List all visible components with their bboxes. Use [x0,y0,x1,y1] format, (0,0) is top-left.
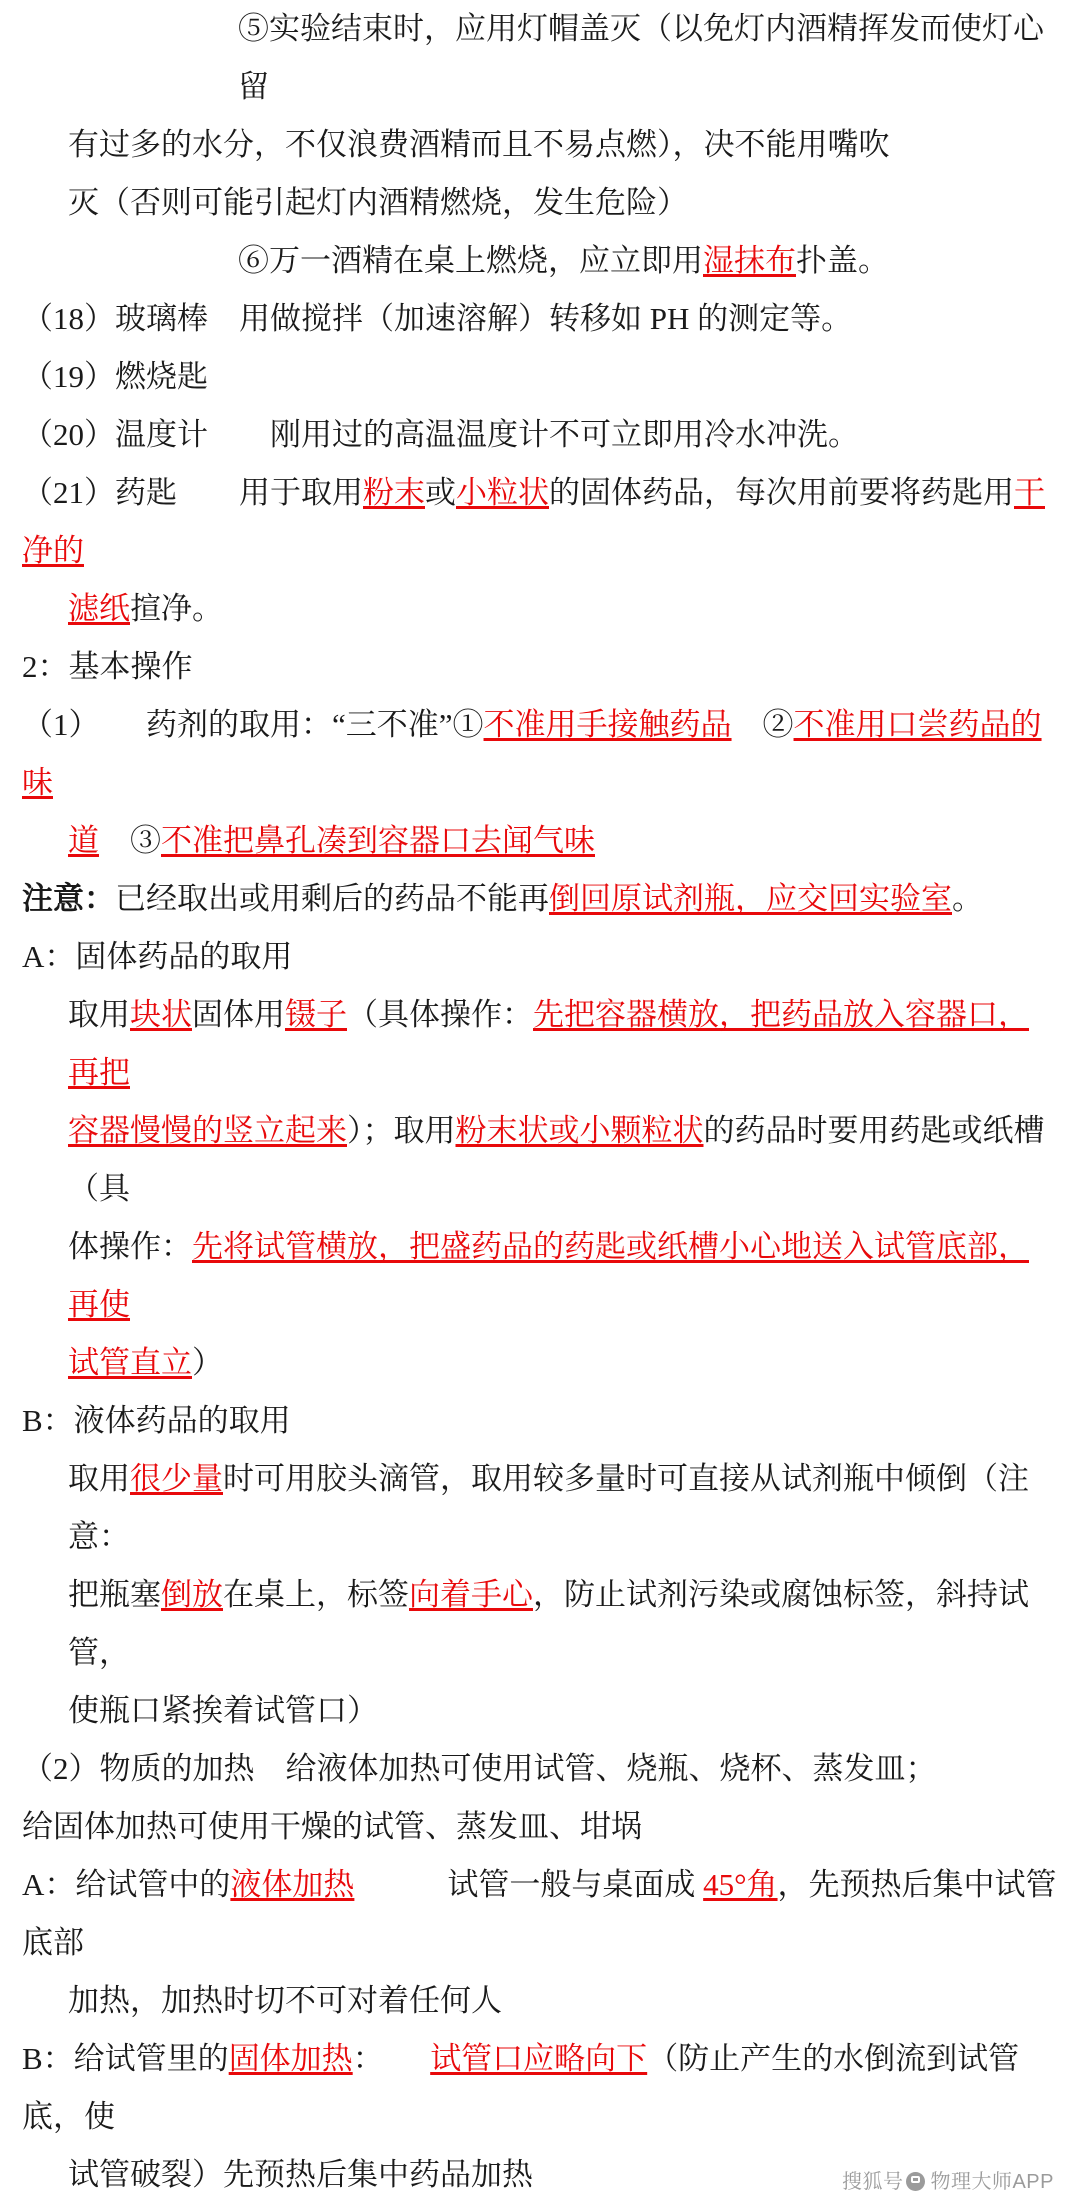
text-line [22,0,1058,116]
text-run: 或 [425,475,456,510]
highlighted-text: 不准用口尝药品的味 [22,707,1042,800]
highlighted-text: 固体加热 [228,2041,353,2076]
text-run: ，先预热后集中试管底部 [22,1867,1057,1960]
text-line [22,1682,1058,1740]
text-run: ② [731,707,794,742]
highlighted-text: 先将试管横放，把盛药品的药匙或纸槽小心地送入试管底部，再使 [68,1229,1029,1322]
text-run: 揎净。 [130,591,223,626]
text-run: （19）燃烧匙 [22,359,208,394]
highlighted-text: 试管直立 [68,1345,192,1380]
highlighted-text: 45°角 [703,1867,778,1902]
text-line [22,1102,1058,1218]
text-line [22,580,1058,638]
text-run: （2）物质的加热 给液体加热可使用试管、烧瓶、烧杯、蒸发皿； [22,1751,937,1786]
highlighted-text: 试管口应略向下 [430,2041,648,2076]
highlighted-text: 不准把鼻孔凑到容器口去闻气味 [161,823,595,858]
text-run: （具体操作： [347,997,533,1032]
highlighted-text: 小粒状 [456,475,549,510]
text-line [22,464,1058,580]
highlighted-text: 液体加热 [230,1867,355,1902]
text-run: 注意： [22,881,115,916]
highlighted-text: 粉末 [363,475,425,510]
text-line [22,986,1058,1102]
text-run: 使瓶口紧挨着试管口） [68,1693,378,1728]
text-run: 加热，加热时切不可对着任何人 [68,1983,502,2018]
text-line [22,116,1058,174]
highlighted-text: 滤纸 [68,591,130,626]
text-run: 。 [952,881,983,916]
text-line [22,1450,1058,1566]
text-run: B：液体药品的取用 [22,1403,291,1438]
text-line [22,1334,1058,1392]
highlighted-text: 容器慢慢的竖立起来 [68,1113,347,1148]
text-run: 的药品时要用药匙或纸槽（具 [68,1113,1045,1206]
text-run: 试管一般与桌面成 [354,1867,704,1902]
watermark-name: 物理大师APP [930,2171,1054,2193]
text-line [22,638,1058,696]
text-run: 时可用胶头滴管，取用较多量时可直接从试剂瓶中倾倒（注意： [68,1461,1029,1554]
highlighted-text: 向着手心 [409,1577,533,1612]
text-run: A：固体药品的取用 [22,939,293,974]
text-run: （20）温度计 刚用过的高温温度计不可立即用冷水冲洗。 [22,417,859,452]
highlighted-text: 镊子 [285,997,347,1032]
text-run: 体操作： [68,1229,192,1264]
text-line [22,2030,1058,2146]
document-body [22,0,1058,2204]
text-run: 扑盖。 [796,243,889,278]
text-run: 把瓶塞 [68,1577,161,1612]
text-run: 试管破裂）先预热后集中药品加热 [68,2157,533,2192]
text-line [22,870,1058,928]
highlighted-text: 道 [68,823,99,858]
text-line [22,406,1058,464]
highlighted-text: 很少量 [130,1461,223,1496]
highlighted-text: 粉末状或小颗粒状 [455,1113,704,1148]
highlighted-text: 湿抹布 [703,243,796,278]
text-line [22,928,1058,986]
text-line [22,696,1058,812]
text-run: 已经取出或用剩后的药品不能再 [115,881,549,916]
text-line [22,348,1058,406]
sohu-logo-icon [906,2172,925,2191]
text-run: ⑥万一酒精在桌上燃烧，应立即用 [238,243,703,278]
text-run: ： [352,2041,431,2076]
text-run: A：给试管中的 [22,1867,231,1902]
highlighted-text: 倒回原试剂瓶，应交回实验室 [549,881,952,916]
text-run: ） [192,1345,223,1380]
text-run: 有过多的水分，不仅浪费酒精而且不易点燃），决不能用嘴吹 [68,127,890,162]
highlighted-text: 不准用手接触药品 [483,707,732,742]
text-run: 在桌上，标签 [223,1577,409,1612]
text-line [22,1740,1058,1798]
text-run: （21）药匙 用于取用 [22,475,363,510]
text-run: B：给试管里的 [22,2041,229,2076]
text-run: ③ [99,823,161,858]
text-run: （1） 药剂的取用：“三不准”① [22,707,484,742]
text-line [22,232,1058,290]
text-run: （防止产生的水倒流到试管底，使 [22,2041,1020,2134]
text-run: 灭（否则可能引起灯内酒精燃烧，发生危险） [68,185,688,220]
text-line [22,1972,1058,2030]
text-run: ⑤实验结束时，应用灯帽盖灭（以免灯内酒精挥发而使灯心留 [238,11,1044,104]
text-run: ，防止试剂污染或腐蚀标签，斜持试管， [68,1577,1029,1670]
text-line [22,1392,1058,1450]
text-line [22,1798,1058,1856]
watermark [842,2165,1054,2194]
text-run: （18）玻璃棒 用做搅拌（加速溶解）转移如 PH 的测定等。 [22,301,853,336]
text-run: 给固体加热可使用干燥的试管、蒸发皿、坩埚 [22,1809,642,1844]
text-line [22,1856,1058,1972]
text-line [22,174,1058,232]
highlighted-text: 先把容器横放，把药品放入容器口，再把 [68,997,1029,1090]
text-run: 取用 [68,1461,130,1496]
text-run: 2：基本操作 [22,649,193,684]
highlighted-text: 干净的 [22,475,1045,568]
watermark-prefix: 搜狐号 [841,2171,904,2193]
text-line [22,1218,1058,1334]
highlighted-text: 倒放 [161,1577,223,1612]
text-run: 取用 [68,997,130,1032]
text-run: 固体用 [192,997,285,1032]
text-line [22,1566,1058,1682]
text-line [22,812,1058,870]
highlighted-text: 块状 [130,997,192,1032]
text-run: ）；取用 [347,1113,456,1148]
text-line [22,290,1058,348]
text-run: 的固体药品，每次用前要将药匙用 [549,475,1014,510]
